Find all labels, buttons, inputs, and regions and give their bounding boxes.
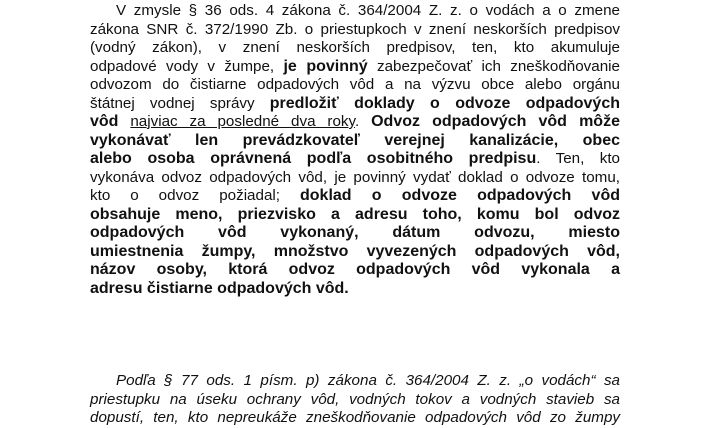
text-line — [90, 39, 620, 58]
bold-text-run: umiestnenia žumpy, množstvo vyvezených odpadových vôd, — [90, 242, 620, 260]
text-line — [90, 58, 620, 77]
text-run: zabezpečovať ich zneškodňovanie — [367, 57, 620, 75]
text-line — [90, 261, 620, 280]
text-run: štátnej vodnej správy — [90, 94, 270, 112]
text-run: dopustí, ten, kto nepreukáže zneškodňovanie odpadových vôd zo žumpy — [90, 409, 620, 426]
text-run: . — [354, 113, 372, 130]
text-line — [90, 150, 620, 169]
text-run: zákona SNR č. 372/1990 Zb. o priestupkoch v znení neskorších predpisov — [90, 20, 620, 38]
bold-text-run: predložiť doklady o odvoze odpadových — [269, 94, 620, 112]
bold-text-run: vôd — [90, 113, 119, 130]
text-run: V zmysle § 36 ods. 4 zákona č. 364/2004 Z. z. o vodách a o zmene — [116, 2, 620, 19]
text-run: odpadové vody v žumpe, — [90, 57, 284, 75]
bold-text-run: Odvoz odpadových vôd môže — [371, 113, 620, 130]
text-line — [90, 243, 620, 262]
bold-text-run: vykonávať len prevádzkovateľ verejnej kanalizácie, obec — [90, 131, 620, 149]
text-line — [90, 372, 620, 391]
text-line — [90, 224, 620, 243]
text-run: priestupku na úseku ochrany vôd, vodných tokov a vodných stavieb sa — [90, 390, 620, 408]
bold-text-run: alebo osoba oprávnená podľa osobitného predpisu — [90, 150, 537, 167]
paragraph-offense — [90, 372, 620, 428]
text-run: kto o odvoz požiadal; — [90, 187, 300, 204]
text-line — [90, 409, 620, 428]
bold-text-run: adresu čistiarne odpadových vôd. — [90, 279, 349, 297]
bold-text-run: odpadových vôd vykonaný, dátum odvozu, miesto — [90, 224, 620, 241]
bold-text-run: je povinný — [283, 57, 368, 75]
text-line — [90, 132, 620, 151]
text-line — [90, 206, 620, 225]
bold-text-run: názov osoby, ktorá odvoz odpadových vôd vykonala a — [90, 261, 620, 278]
underlined-text-run: najviac za posledné dva roky — [130, 113, 355, 130]
text-line — [90, 76, 620, 95]
bold-text-run: doklad o odvoze odpadových vôd — [300, 187, 620, 204]
text-run: (vodný zákon), v znení neskorších predpisov, ten, kto akumuluje — [90, 39, 620, 56]
text-run — [118, 113, 130, 130]
text-run: vykonáva odvoz odpadových vôd, je povinný vydať doklad o odvoze tomu, — [90, 168, 620, 186]
paragraph-legal-obligation — [90, 2, 620, 298]
text-run: Podľa § 77 ods. 1 písm. p) zákona č. 364/2004 Z. z. „o vodách“ sa — [116, 372, 620, 389]
text-line — [90, 113, 620, 132]
text-line — [90, 391, 620, 410]
text-line — [90, 21, 620, 40]
text-line — [90, 169, 620, 188]
text-line — [90, 95, 620, 114]
text-line — [90, 2, 620, 21]
bold-text-run: obsahuje meno, priezvisko a adresu toho, komu bol odvoz — [90, 205, 620, 223]
text-run: . Ten, kto — [536, 150, 620, 167]
text-line — [90, 187, 620, 206]
text-line — [90, 280, 620, 299]
text-run: odvozom do čistiarne odpadových vôd a na výzvu obce alebo orgánu — [90, 76, 620, 93]
